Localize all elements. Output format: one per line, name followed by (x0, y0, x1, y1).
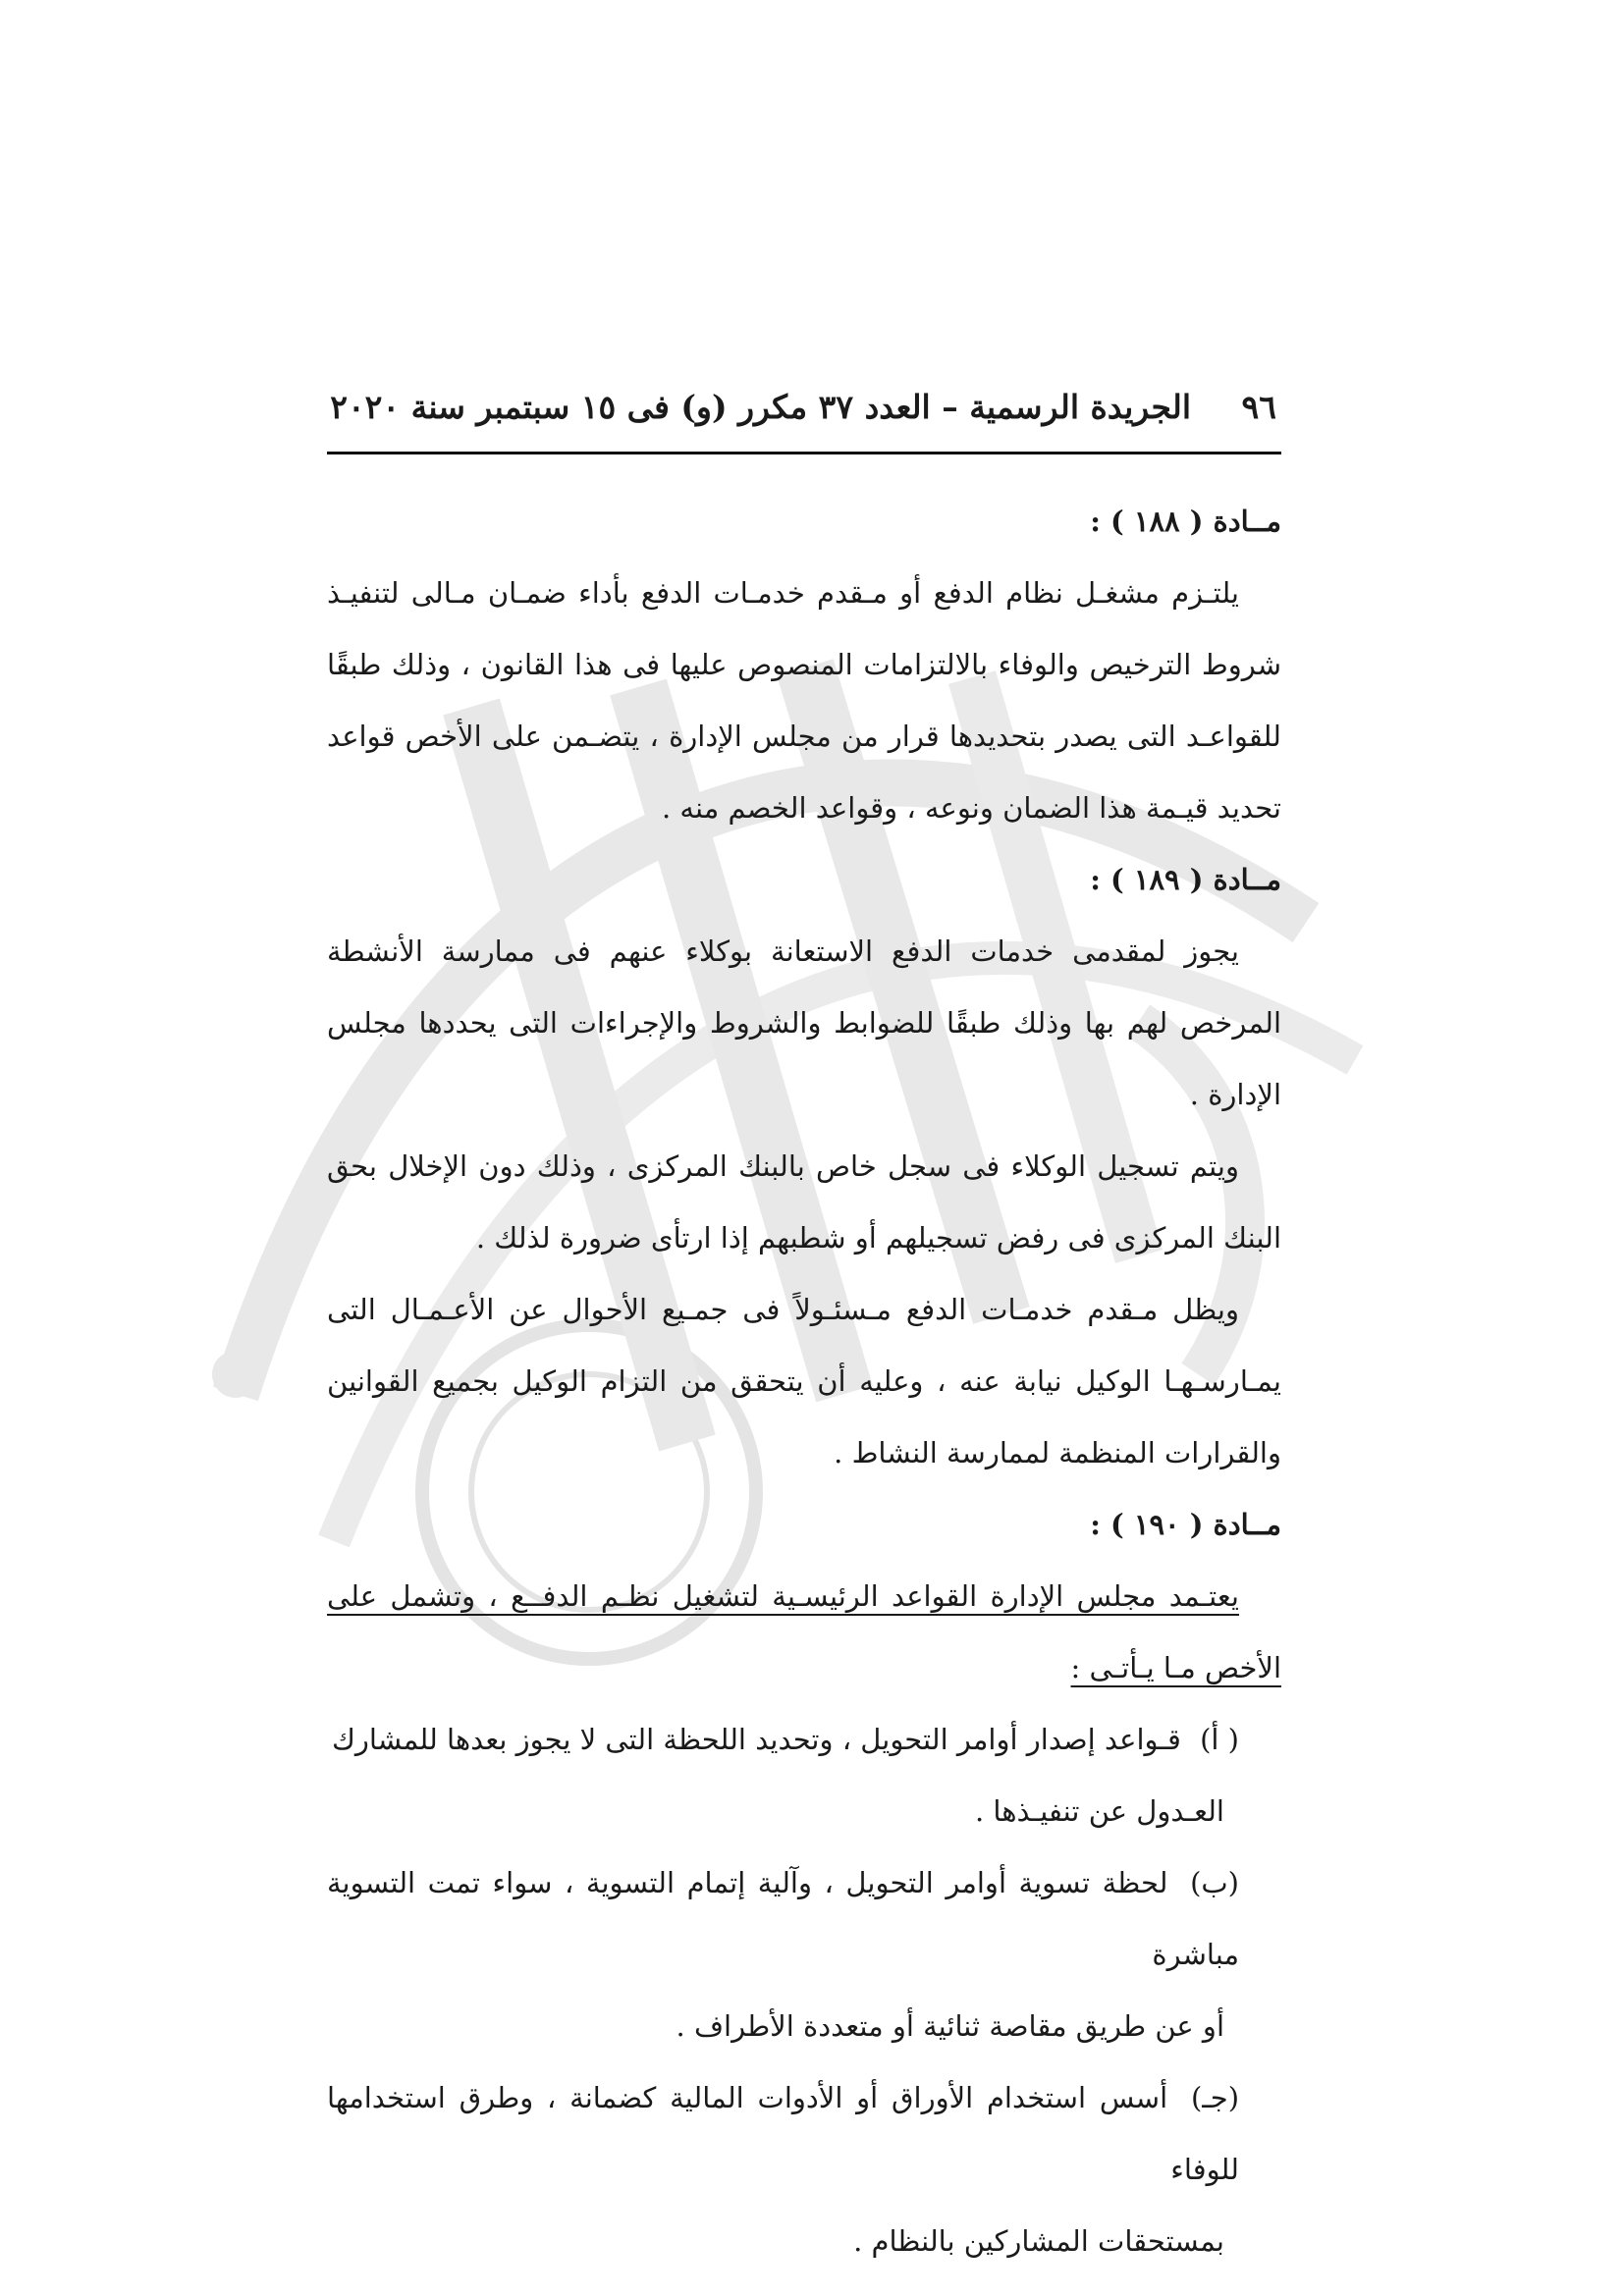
article-heading-188: مــادة ( ١٨٨ ) : (1090, 505, 1281, 538)
list-item (327, 2062, 1281, 2277)
article-189-paragraph-3: ويظل مـقدم خدمـات الدفع مـسئـولاً فى جمـيع الأحوال عن الأعـمـال التى يمـارسـهـا الوكيل نيابة عنه ، وعليه أن يتحقق من التزام الوكيل بجميع القوانين والقرارات المنظمة لممارسة النشاط . (327, 1293, 1281, 1469)
document-body (327, 486, 1281, 2277)
article-heading-189: مــادة ( ١٨٩ ) : (1090, 863, 1281, 896)
gazette-title: الجريدة الرسمية – العدد ٣٧ مكرر (و) فى ١٥ سبتمبر سنة ٢٠٢٠ (330, 388, 1192, 426)
article-188-paragraph: يلتـزم مشغـل نظام الدفع أو مـقدم خدمـات الدفع بأداء ضمـان مـالى لتنفيـذ شروط الترخيص والوفاء بالالتزامات المنصوص عليها فى هذا القانون ، وذلك طبقًا للقواعـد التى يصدر بتحديدها قرار من مجلس الإدارة ، يتضـمن على الأخص قواعد تحديد قيـمة هذا الضمان ونوعه ، وقواعد الخصم منه . (327, 576, 1281, 825)
list-item (327, 1847, 1281, 2062)
article-189-paragraph-1: يجوز لمقدمى خدمات الدفع الاستعانة بوكلاء عنهم فى ممارسة الأنشطة المرخص لهم بها وذلك طبقًا للضوابط والشروط والإجراءات التى يحددها مجلس الإدارة . (327, 934, 1281, 1111)
list-item (327, 1704, 1281, 1847)
item-label: ( أ) (1200, 1723, 1239, 1756)
item-text: أسس استخدام الأوراق أو الأدوات المالية كضمانة ، وطرق استخدامها للوفاء (327, 2081, 1239, 2186)
article-189-paragraph-2: ويتم تسجيل الوكلاء فى سجل خاص بالبنك المركزى ، وذلك دون الإخلال بحق البنك المركزى فى رفض تسجيلهم أو شطبهم إذا ارتأى ضرورة لذلك . (327, 1149, 1281, 1255)
article-heading-190: مــادة ( ١٩٠ ) : (1090, 1508, 1281, 1541)
item-text-continued: أو عن طريق مقاصة ثنائية أو متعددة الأطراف . (676, 2009, 1224, 2043)
item-text-continued: بمستحقات المشاركين بالنظام . (853, 2224, 1224, 2258)
header-divider (327, 452, 1281, 454)
article-190-intro: يعتـمد مجلس الإدارة القواعد الرئيسـية لتشغيل نظـم الدفــع ، وتشمل على الأخص مـا يـأتـى : (327, 1579, 1281, 1684)
item-text: قـواعد إصدار أوامر التحويل ، وتحديد اللحظة التى لا يجوز بعدها للمشارك (331, 1723, 1181, 1756)
item-label: (ب) (1190, 1866, 1239, 1899)
item-label: (جـ) (1190, 2081, 1240, 2114)
item-text: لحظة تسوية أوامر التحويل ، وآلية إتمام التسوية ، سواء تمت التسوية مباشرة (327, 1866, 1239, 1971)
page-header (330, 378, 1276, 437)
item-text-continued: العـدول عن تنفيـذها . (974, 1794, 1224, 1828)
page-number: ٩٦ (1241, 388, 1276, 426)
